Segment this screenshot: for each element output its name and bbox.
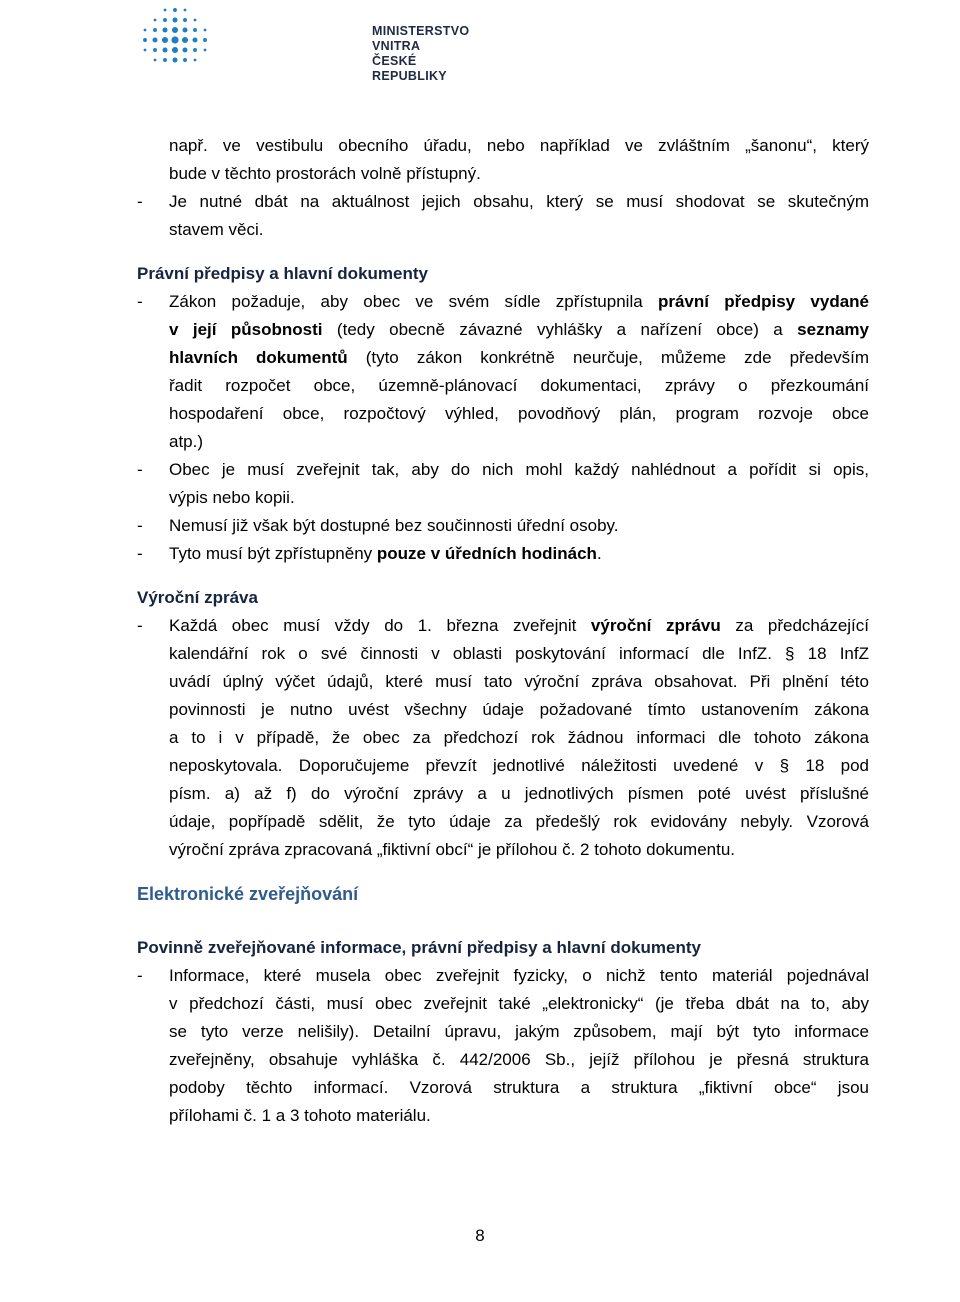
logo-dot: [193, 48, 197, 52]
logo-dot: [183, 18, 187, 22]
text-line: [169, 612, 869, 640]
bold-text: pouze v úředních hodinách: [376, 544, 597, 563]
text-line: [169, 288, 869, 316]
logo-dot: [183, 48, 188, 53]
text-line: se tyto verze nelišily). Detailní úpravu, jakým způsobem, mají být tyto informace: [169, 1022, 869, 1041]
bold-text: v její působnosti: [169, 320, 323, 339]
text-line: např. ve vestibulu obecního úřadu, nebo například ve zvláštním „šanonu“, který: [169, 136, 869, 155]
text-line: [169, 316, 869, 344]
text-line: [169, 540, 869, 568]
ministry-logo: [137, 2, 470, 83]
logo-dot: [153, 38, 158, 43]
logo-dot: [143, 38, 147, 42]
list-bullet-dash: -: [137, 616, 143, 635]
logo-line-2: ČESKÉ REPUBLIKY: [372, 54, 447, 83]
logo-dot: [173, 8, 177, 12]
logo-dot: [154, 19, 157, 22]
text-line: Je nutné dbát na aktuálnost jejich obsahu, který se musí shodovat se skutečným: [169, 192, 869, 211]
logo-dot: [144, 49, 147, 52]
text-run: Každá obec musí vždy do 1. března zveřejnit: [169, 616, 591, 635]
list-bullet-dash: -: [137, 516, 143, 535]
text-line: údaje, popřípadě sdělit, že tyto údaje za předešlý rok evidovány nebyly. Vzorová: [169, 812, 869, 831]
list-bullet-dash: -: [137, 544, 143, 563]
logo-dot: [194, 19, 197, 22]
list-bullet-dash: -: [137, 292, 143, 311]
text-line: hospodaření obce, rozpočtový výhled, povodňový plán, program rozvoje obce: [169, 404, 869, 423]
logo-dot: [172, 47, 178, 53]
text-line: Informace, které musela obec zveřejnit fyzicky, o nichž tento materiál pojednával: [169, 966, 869, 985]
logo-dot-grid-icon: [137, 2, 227, 68]
logo-dot: [183, 28, 188, 33]
section-heading: Výroční zpráva: [137, 588, 258, 607]
text-line: Nemusí již však být dostupné bez součinnosti úřední osoby.: [169, 516, 619, 535]
chapter-title: Elektronické zveřejňování: [137, 884, 359, 904]
logo-dot: [182, 37, 188, 43]
text-line: řadit rozpočet obce, územně-plánovací dokumentaci, zprávy o přezkoumání: [169, 376, 869, 395]
text-line: přílohami č. 1 a 3 tohoto materiálu.: [169, 1106, 431, 1125]
logo-dot: [193, 38, 198, 43]
text-run: (tyto zákon konkrétně neurčuje, můžeme zde především: [347, 348, 870, 367]
logo-dot: [173, 18, 178, 23]
text-run: Tyto musí být zpřístupněny: [169, 544, 377, 563]
section-heading: Právní předpisy a hlavní dokumenty: [137, 264, 428, 283]
text-line: Obec je musí zveřejnit tak, aby do nich mohl každý nahlédnout a pořídit si opis,: [169, 460, 869, 479]
logo-dot: [153, 48, 157, 52]
logo-dot: [154, 59, 157, 62]
logo-dot: [153, 28, 157, 32]
text-line: a to i v případě, že obec za předchozí rok žádnou informaci dle tohoto zákona: [169, 728, 869, 747]
text-line: kalendářní rok o své činnosti v oblasti poskytování informací dle InfZ. § 18 InfZ: [169, 644, 869, 663]
logo-line-1: MINISTERSTVO VNITRA: [372, 24, 470, 53]
logo-dot: [183, 58, 187, 62]
logo-dot: [163, 18, 167, 22]
bold-text: výroční zprávu: [590, 616, 721, 635]
text-run: .: [596, 544, 602, 563]
logo-dot: [172, 27, 178, 33]
logo-dot: [163, 58, 167, 62]
text-line: atp.): [169, 432, 204, 451]
logo-dot: [164, 9, 167, 12]
text-run: (tedy obecně závazné vyhlášky a nařízení obce) a: [322, 320, 798, 339]
text-line: výpis nebo kopii.: [169, 488, 295, 507]
text-line: zveřejněny, obsahuje vyhláška č. 442/2006 Sb., jejíž přílohou je přesná struktura: [169, 1050, 869, 1069]
list-bullet-dash: -: [137, 460, 143, 479]
logo-dot: [162, 37, 168, 43]
logo-dot: [144, 29, 147, 32]
logo-dot: [163, 48, 168, 53]
text-line: neposkytovala. Doporučujeme převzít jednotlivé náležitosti uvedené v § 18 pod: [169, 756, 869, 775]
bold-text: hlavních dokumentů: [169, 348, 348, 367]
text-line: v předchozí části, musí obec zveřejnit také „elektronicky“ (je třeba dbát na to, aby: [169, 994, 869, 1013]
section-heading: Povinně zveřejňované informace, právní předpisy a hlavní dokumenty: [137, 938, 702, 957]
page-number: 8: [475, 1226, 485, 1245]
text-line: uvádí úplný výčet údajů, které musí tato výroční zpráva obsahovat. Při plnění této: [169, 672, 869, 691]
logo-text: [372, 24, 469, 84]
logo-dot: [193, 28, 197, 32]
logo-dot: [184, 9, 187, 12]
logo-dot: [204, 29, 207, 32]
text-line: podoby těchto informací. Vzorová struktura a struktura „fiktivní obce“ jsou: [169, 1078, 869, 1097]
bold-text: právní předpisy vydané: [657, 292, 870, 311]
list-bullet-dash: -: [137, 192, 143, 211]
list-bullet-dash: -: [137, 966, 143, 985]
bold-text: seznamy: [797, 320, 869, 339]
text-line: povinnosti je nutno uvést všechny údaje požadované tímto ustanovením zákona: [169, 700, 869, 719]
text-line: bude v těchto prostorách volně přístupný.: [169, 164, 481, 183]
logo-dot: [173, 58, 178, 63]
text-line: stavem věci.: [169, 220, 264, 239]
logo-dot: [171, 36, 178, 43]
text-run: Zákon požaduje, aby obec ve svém sídle zpřístupnila: [169, 292, 658, 311]
text-line: [169, 344, 869, 372]
text-run: za předcházející: [720, 616, 869, 635]
logo-dot: [194, 59, 197, 62]
logo-dot: [203, 38, 207, 42]
text-line: písm. a) až f) do výroční zprávy a u jednotlivých písmen poté uvést příslušné: [169, 784, 869, 803]
logo-dot: [204, 49, 207, 52]
text-line: výroční zpráva zpracovaná „fiktivní obcí“ je přílohou č. 2 tohoto dokumentu.: [169, 840, 736, 859]
logo-dot: [163, 28, 168, 33]
